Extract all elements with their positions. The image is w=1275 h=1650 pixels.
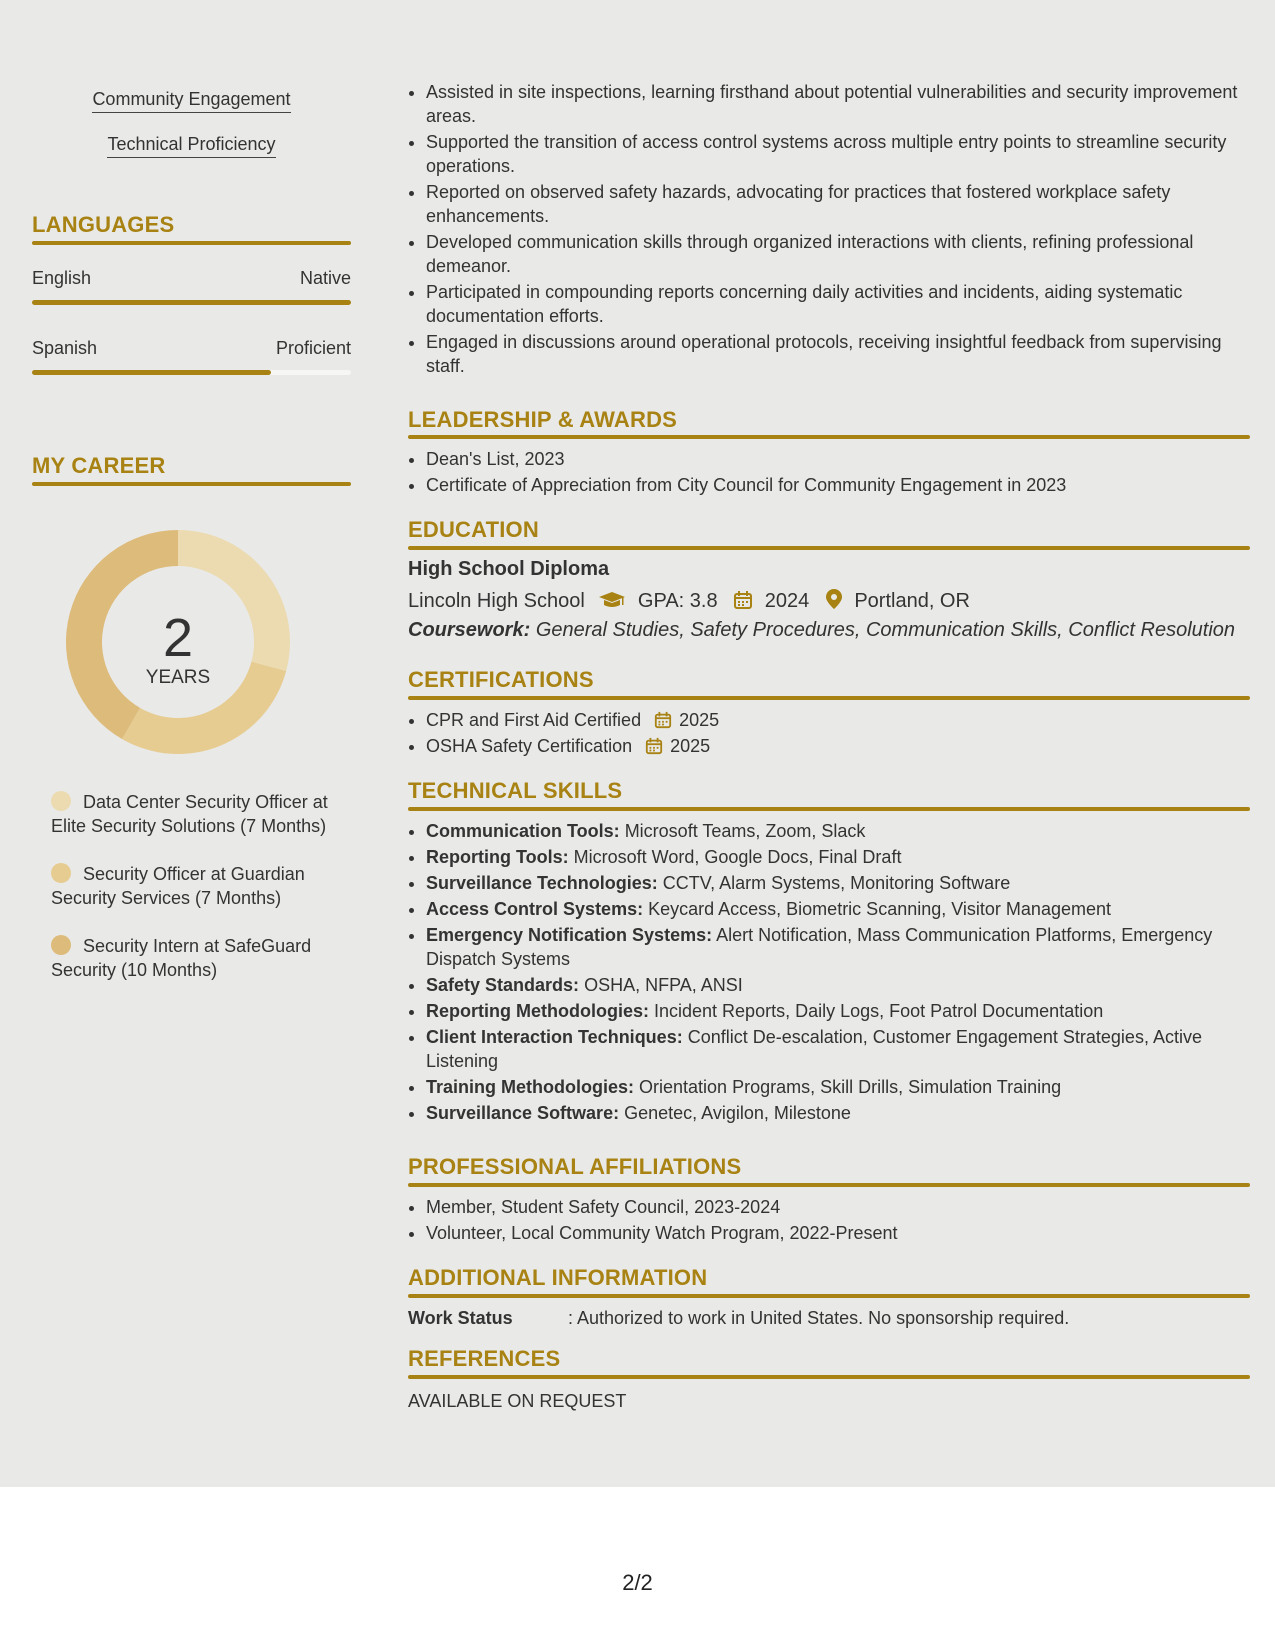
education-rule: [408, 546, 1250, 550]
list-item: • Access Control Systems: Keycard Access, Biometric Scanning, Visitor Management: [426, 897, 1261, 921]
affiliations-title: PROFESSIONAL AFFILIATIONS: [408, 1154, 742, 1179]
work-status: [408, 1306, 1069, 1330]
education-coursework: [408, 619, 1235, 642]
list-item: • Communication Tools: Microsoft Teams, Zoom, Slack: [426, 819, 1261, 843]
list-item: • Volunteer, Local Community Watch Program, 2022-Present: [426, 1221, 1261, 1245]
language-name: Spanish: [32, 338, 98, 358]
career-legend: [51, 790, 336, 982]
education-details: [408, 588, 970, 613]
list-item: • Reporting Methodologies: Incident Reports, Daily Logs, Foot Patrol Documentation: [426, 999, 1261, 1023]
list-item: • Emergency Notification Systems: Alert Notification, Mass Communication Platforms, Emergency Dispatch Systems: [426, 923, 1261, 971]
technical-skills-rule: [408, 807, 1250, 811]
leadership-list: [408, 447, 1261, 499]
language-level: Proficient: [275, 338, 351, 358]
certifications-list: [408, 708, 1261, 760]
list-item: • Developed communication skills through organized interactions with clients, refining professional demeanor.: [426, 230, 1261, 278]
career-donut-chart: [66, 530, 290, 754]
list-item: • Client Interaction Techniques: Conflict De-escalation, Customer Engagement Strategies, Active Listening: [426, 1025, 1261, 1073]
list-item: • CPR and First Aid Certified 2025: [426, 708, 1261, 732]
career-legend-item: Security Intern at SafeGuard Security (10 Months): [51, 936, 312, 980]
career-rule: [32, 482, 351, 486]
certifications-rule: [408, 696, 1250, 700]
list-item: • Dean's List, 2023: [426, 447, 1261, 471]
additional-rule: [408, 1294, 1250, 1298]
affiliations-list: [408, 1195, 1261, 1247]
language-bar-fill: [32, 370, 271, 375]
education-title: EDUCATION: [408, 517, 539, 542]
list-item: • Participated in compounding reports concerning daily activities and incidents, aiding systematic documentation efforts.: [426, 280, 1261, 328]
references-rule: [408, 1375, 1250, 1379]
skill-technical-proficiency: Technical Proficiency: [32, 134, 351, 158]
career-donut-segment: [178, 530, 290, 671]
legend-dot: [51, 935, 71, 955]
list-item: • Certificate of Appreciation from City Council for Community Engagement in 2023: [426, 473, 1261, 497]
career-legend-item: Security Officer at Guardian Security Services (7 Months): [51, 864, 305, 908]
calendar-icon: [645, 737, 663, 755]
languages-rule: [32, 241, 351, 245]
language-bar: [32, 370, 351, 375]
skill-community-engagement: Community Engagement: [32, 89, 351, 113]
career-donut-segment: [66, 530, 178, 739]
list-item: • Surveillance Software: Genetec, Avigilon, Milestone: [426, 1101, 1261, 1125]
career-legend-item: Data Center Security Officer at Elite Security Solutions (7 Months): [51, 792, 328, 836]
education-location: Portland, OR: [854, 590, 970, 612]
references-title: REFERENCES: [408, 1346, 561, 1371]
leadership-rule: [408, 435, 1250, 439]
list-item: • Reporting Tools: Microsoft Word, Google Docs, Final Draft: [426, 845, 1261, 869]
language-level: Native: [299, 268, 351, 288]
list-item: • Safety Standards: OSHA, NFPA, ANSI: [426, 973, 1261, 997]
language-bar: [32, 300, 351, 305]
work-status-label: Work Status: [408, 1308, 513, 1328]
coursework-label: Coursework:: [408, 619, 531, 641]
language-spanish: [32, 338, 351, 375]
list-item: • Training Methodologies: Orientation Programs, Skill Drills, Simulation Training: [426, 1075, 1261, 1099]
certifications-title: CERTIFICATIONS: [408, 667, 594, 692]
career-years-value: 2: [162, 608, 194, 668]
language-bar-fill: [32, 300, 351, 305]
coursework-value: General Studies, Safety Procedures, Communication Skills, Conflict Resolution: [535, 619, 1236, 641]
additional-title: ADDITIONAL INFORMATION: [408, 1265, 708, 1290]
language-english: [32, 268, 351, 305]
list-item: • Supported the transition of access control systems across multiple entry points to streamline security operations.: [426, 130, 1261, 178]
education-year: 2024: [764, 590, 810, 612]
list-item: • OSHA Safety Certification 2025: [426, 734, 1261, 758]
list-item: • Member, Student Safety Council, 2023-2024: [426, 1195, 1261, 1219]
work-status-value: : Authorized to work in United States. No sponsorship required.: [568, 1308, 1070, 1328]
legend-dot: [51, 863, 71, 883]
legend-dot: [51, 791, 71, 811]
languages-title: LANGUAGES: [32, 212, 175, 237]
calendar-icon: [654, 711, 672, 729]
list-item: • Reported on observed safety hazards, advocating for practices that fostered workplace safety enhancements.: [426, 180, 1261, 228]
list-item: • Surveillance Technologies: CCTV, Alarm Systems, Monitoring Software: [426, 871, 1261, 895]
list-item: • Engaged in discussions around operational protocols, receiving insightful feedback from supervising staff.: [426, 330, 1261, 378]
list-item: • Assisted in site inspections, learning firsthand about potential vulnerabilities and security improvement areas.: [426, 80, 1261, 128]
language-name: English: [32, 268, 92, 288]
career-years-label: YEARS: [145, 667, 211, 688]
calendar-icon: [733, 590, 753, 610]
references-text: AVAILABLE ON REQUEST: [408, 1391, 627, 1411]
graduation-cap-icon: [598, 590, 626, 610]
location-pin-icon: [825, 588, 843, 610]
experience-bullets: [408, 80, 1261, 380]
technical-skills-title: TECHNICAL SKILLS: [408, 778, 623, 803]
career-title: MY CAREER: [32, 453, 166, 478]
page-number: 2/2: [622, 1570, 653, 1595]
technical-skills-list: [408, 819, 1261, 1127]
education-degree: High School Diploma: [408, 558, 610, 580]
education-gpa: GPA: 3.8: [637, 590, 718, 612]
affiliations-rule: [408, 1183, 1250, 1187]
education-school: Lincoln High School: [408, 590, 585, 612]
leadership-title: LEADERSHIP & AWARDS: [408, 407, 678, 432]
